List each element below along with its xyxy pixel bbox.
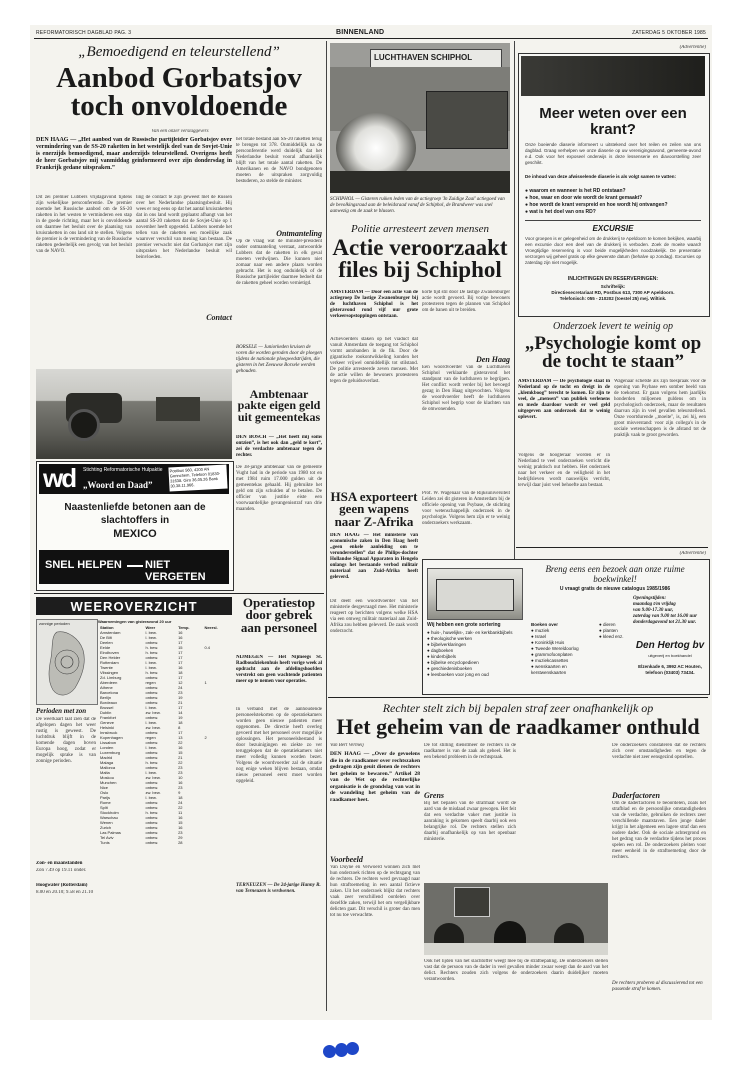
weather-cell: Eindhoven: [100, 650, 119, 655]
weather-cell: Frankfort: [100, 715, 117, 720]
tractor-photo: [36, 369, 232, 459]
weather-cell: 17: [178, 650, 183, 655]
weather-cell: onbew.: [145, 800, 159, 805]
weather-map-icon: [39, 628, 95, 702]
weather-cell: 23: [178, 765, 183, 770]
gorbatsjov-sub-ontmanteling: Ontmanteling: [276, 229, 322, 238]
weather-cell: l. bew.: [145, 770, 157, 775]
raadkamer-byline: Van Bert Vermeij: [330, 743, 364, 748]
weather-cell: l. bew.: [145, 630, 157, 635]
schiphol-col3: Een woordvoerder van de Luchthaven Schiphol verklaarde gisteravond het standpunt van de luchthaven te begrijpen. Het conflict wordt verder bij het bevoegd gezag in Den Haag uitgevochten. Volgens de woordvoerder heeft de luchthaven Schiphol wel begrip voor de klachten van de omwonenden.: [422, 365, 510, 412]
raadkamer-col3a: De onderzoekers constateren dat de rechters zich over omstandigheden en tegen de verdachte niet zeer eensgezind opstellen.: [612, 743, 706, 760]
boekhandel-kicker: Breng eens een bezoek aan onze ruime boekwinkel!: [545, 564, 685, 584]
weather-cell: onbew.: [145, 695, 159, 700]
weather-cell: zw. bew.: [145, 710, 161, 715]
weather-cell: 13: [178, 735, 183, 740]
weather-cell: Zurich: [100, 825, 112, 830]
weather-cell: 15: [178, 750, 183, 755]
boekhandel-item: ● Tweede Wereldoorlog: [531, 646, 579, 651]
weather-cell: onbew.: [145, 640, 159, 645]
hsa-body: Dit deelt een woordvoerder van het ministerie desgevraagd mee. Het ministerie reageert op berichten volgens welke HSA via een omweg militair materiaal aan Zuid-Afrika zou hebben geleverd. De zaak wordt onderzocht.: [330, 599, 418, 634]
krant-ad-contact-line: Directiesecretariaat RD, Postbus 613, 7300 AP Apeldoorn.: [551, 290, 675, 295]
gorbatsjov-col3: het totale bestand aan SS-20 raketten terug te brengen tot 378. Onmiddellijk na de persconferentie werd duidelijk dat het Nederlandse besluit vooral afhankelijk blijft van het totale aantal raketten. De Amerikanen en de NAVO bondgenoten moeten de uitspraken zorgvuldig bestuderen, zo stelde de minister.: [236, 137, 322, 184]
weather-cell: 15: [178, 645, 183, 650]
krant-ad-banner: [521, 56, 705, 96]
scan-mark-dot: [323, 1045, 336, 1058]
weather-cell: Rome: [100, 800, 111, 805]
weather-cell: 17: [178, 640, 183, 645]
weather-cell: 10: [178, 775, 183, 780]
krant-ad-contact: [525, 284, 701, 302]
pakte-lead: DEN BOSCH — „Het heeft mij soms ontzien”, is het ook dan „geld te kort”, zei de verdachte ambtenaar tegen de rechter.: [236, 435, 322, 458]
weather-cell: Brussel: [100, 705, 114, 710]
weather-cell: Luxemburg: [100, 750, 121, 755]
weather-cell: onbew.: [145, 805, 159, 810]
weather-cell: 0.4: [204, 645, 210, 650]
boekhandel-col3: [599, 622, 633, 640]
weather-cell: Amsterdam: [100, 630, 121, 635]
ad-line3: MEXICO: [113, 528, 157, 540]
raadkamer-rule: [328, 697, 708, 698]
weather-cell: 16: [178, 825, 183, 830]
woord-en-daad-ad: [36, 461, 234, 591]
weather-cell: 16: [178, 745, 183, 750]
boekhandel-col2: [531, 622, 597, 676]
gorbatsjov-col2: ling de contact te zijn geweest met de Russen over het Nederlandse plaatsingsbesluit. Hij wees er nog eens op dat het aantal kruisraketten dat in ons land wordt geplaatst afhangt van het aantal SS-20 raketten dat de Sovjet-Unie op 1 november heeft opgesteld. Lubbers noemde het tellen van de raketten een moeilijke zaak waarover verschil van mening kan bestaan. De premier verwacht niet dat Gorbatsjov met zijn uitspraken het Nederlandse besluit wil beinvloeden.: [136, 195, 232, 260]
weather-cell: zw. bew.: [145, 725, 161, 730]
weather-cell: 8: [178, 725, 181, 730]
weather-row: [98, 840, 232, 845]
weather-cell: 28: [178, 840, 183, 845]
weather-cell: Oslo: [100, 790, 109, 795]
schiphol-sub-den-haag: Den Haag: [476, 355, 510, 364]
ad-slogan-right: NIET VERGETEN: [145, 559, 206, 583]
section-rule-right: [516, 547, 708, 548]
weather-cell: Malta: [100, 770, 110, 775]
courtroom-table: [424, 943, 608, 955]
weather-cell: 16: [178, 815, 183, 820]
weather-cell: onbew.: [145, 690, 159, 695]
weather-cell: 15: [178, 820, 183, 825]
boekhandel-item: ● bijbelverklaringen: [427, 642, 466, 647]
weather-cell: Kopenhagen: [100, 735, 123, 740]
ad-slogan-left: SNEL HELPEN: [45, 559, 122, 571]
weather-cell: Las Palmas: [100, 830, 121, 835]
raadkamer-sub-daderfactoren: Daderfactoren: [612, 791, 660, 800]
weather-cell: onbew.: [145, 750, 159, 755]
gorbatsjov-headline: Aanbod Gorbatsjov toch onvoldoende: [56, 62, 302, 122]
weather-cell: 2: [204, 735, 207, 740]
boekhandel-brand-sub: uitgeverij en boekhandel: [648, 653, 692, 658]
page-header-date: ZATERDAG 5 OKTOBER 1985: [632, 30, 706, 36]
weather-cell: onbew.: [145, 820, 159, 825]
weather-map-label: zonnige perioden: [39, 621, 70, 626]
perioden-title: Perioden met zon: [36, 707, 87, 715]
ad-slogan-dash: [127, 565, 143, 567]
boekhandel-item: ● dagboeken: [427, 648, 454, 653]
boekhandel-hours-line: donderdagavond tot 21.30 uur.: [633, 620, 697, 625]
krant-ad-label: (Advertentie): [679, 45, 706, 50]
schiphol-sign: LUCHTHAVEN SCHIPHOL: [374, 53, 473, 62]
weather-cell: De Bilt: [100, 635, 112, 640]
boekhandel-address: Elzenkade 6, 3992 AC Houten, telefoon (03403) 73434.: [638, 664, 702, 675]
weather-cell: Vlissingen: [100, 670, 119, 675]
weather-cell: onbew.: [145, 715, 159, 720]
boekhandel-hours-line: maandag t/m vrijdag: [633, 602, 676, 607]
boekhandel-col1: [427, 630, 527, 678]
weather-cell: l. bew.: [145, 635, 157, 640]
schiphol-headline: Actie veroorzaakt files bij Schiphol: [332, 235, 508, 282]
gorbatsjov-col4: Op de vraag wat de minister-president onder ontmanteling verstaat, antwoordde Lubbers dat de raketten in elk geval moeten verdwijnen. Die kunnen niet zomaar naar een andere plaats worden gebracht. Het is nog onduidelijk of de Russische partijleider daarmee bedoelt dat de raketten geheel worden vernietigd.: [236, 239, 322, 286]
weather-cell: 23: [178, 830, 183, 835]
schiphol-kicker: Politie arresteert zeven mensen: [351, 223, 489, 235]
ad-postbus: Postbus 560, 4200 AN Gorinchem. Telefoon 01830-31638. Giro 36.05.26 Bank 30.38.11.966.: [168, 464, 227, 491]
boekhandel-ad: [422, 559, 710, 695]
boekhandel-item: ● wenskaarten en kerstwenskaarten: [531, 664, 567, 675]
weather-cell: 22: [178, 760, 183, 765]
weather-table-body: [98, 630, 232, 845]
boekhandel-item: ● grammofoonplaten: [531, 652, 573, 657]
column-rule-1: [326, 41, 327, 1011]
weather-cell: Athene: [100, 685, 113, 690]
boekhandel-col2-title: Boeken over: [531, 622, 559, 627]
weather-cell: onbew.: [145, 830, 159, 835]
boekhandel-hours-title: Openingstijden:: [633, 596, 667, 601]
weather-cell: onbew.: [145, 765, 159, 770]
weather-cell: l. bew.: [145, 745, 157, 750]
operatie-lead: NIJMEGEN — Het Nijmeegs St. Radboudziekenhuis heeft vorige week al opdracht aan de afdelingshoofden verstrekt om geen wachtende patienten meer op te nemen voor operaties.: [236, 655, 322, 684]
weather-cell: onbew.: [145, 780, 159, 785]
boekhandel-brand: Den Hertog bv: [635, 640, 705, 651]
operatie-body: In verband met de aanhoudende personeelstekorten op de operatiekamers worden geen nieuwe patienten meer opgenomen. De directie heeft overleg gevoerd met het personeel over mogelijke oplossingen. Het personeelsbestand is door bezuinigingen en ziekte zo ver teruggelopen dat de operatiekamers niet meer volledig kunnen worden bezet. Volgens de woordvoerder zal de situatie nog enige weken blijven bestaan, omdat nieuw personeel eerst moet worden opgeleid.: [236, 707, 322, 784]
weather-table: [98, 625, 232, 845]
psychologie-col1: Volgens de hoogleraar worden er in Nederland te veel onderzoeken verricht die weinig praktisch nut hebben. Het onderzoek naar het verkeer en de veiligheid in het bedrijfsleven wordt nauwelijks verricht, terwijl daar juist veel behoefte aan bestaat.: [518, 453, 610, 488]
hsa-body-2: Prof. W. Wagenaar van de Rijksuniversiteit Leiden zei dit gisteren in Amsterdam bij de officiele opening van Psybase, de stichting voor wetenschappelijk onderzoek in de psychologie. Volgens hem zijn er te weinig onderzoekers werkzaam.: [422, 491, 510, 526]
weather-cell: 16: [178, 780, 183, 785]
weather-cell: 19: [178, 715, 183, 720]
weather-cell: onbew.: [145, 655, 159, 660]
weather-cell: Rotterdam: [100, 660, 119, 665]
psychologie-kicker: Onderzoek levert te weinig op: [553, 321, 673, 332]
weather-cell: l. bew.: [145, 795, 157, 800]
krant-ad-contact-title: INLICHTINGEN EN RESERVERINGEN:: [567, 276, 659, 282]
weather-cell: Bordeaux: [100, 700, 118, 705]
weather-cell: onbew.: [145, 740, 159, 745]
weather-cell: Nice: [100, 785, 109, 790]
weather-cell: 18: [178, 720, 183, 725]
pakte-headline: Ambtenaar pakte eigen geld uit gemeentekas: [237, 387, 321, 424]
psychologie-headline: „Psychologie komt op de tocht te staan”: [524, 333, 702, 373]
weather-cell: onbew.: [145, 840, 159, 845]
krant-ad-bullet: ● wat is het doel van ons RD?: [525, 209, 596, 215]
weather-cell: zw. bew.: [145, 775, 161, 780]
weather-cell: Moskou: [100, 775, 115, 780]
weather-cell: 17: [178, 655, 183, 660]
schiphol-photo: [330, 43, 510, 193]
weather-cell: 21: [178, 755, 183, 760]
weather-cell: 17: [178, 660, 183, 665]
weather-cell: 18: [178, 795, 183, 800]
borsele-caption: BORSELE — Juniorkeden kruisen de voren die worden geroden door de ploegen tijdens de nationale ploegwedstrijden, die gisteren in het Zeeuwse Borsele werden gehouden.: [236, 345, 322, 374]
weather-cell: h. bew.: [145, 650, 159, 655]
weather-cell: Tel Aviv: [100, 835, 114, 840]
krant-ad-title: Meer weten over een krant?: [539, 105, 687, 138]
krant-ad-bullets: [525, 188, 701, 216]
weather-title: WEEROVERZICHT: [70, 599, 198, 614]
tractor-shape-2: [156, 397, 200, 421]
weather-cell: Parijs: [100, 795, 111, 800]
krant-ad-list-intro: De inhoud van deze afwisselende diaserie is als volgt samen te vatten:: [525, 174, 677, 179]
schiphol-caption: SCHIPHOL — Gisteren ruiken leden van de actiegroep 'In Zuidige Zaal' actiegoed van de bevolkingsraad aan de beleidsraad vanaf de Schiphol, de Brandweer was snel aanwezig om de zaak te blussen.: [330, 197, 505, 214]
boekhandel-item: ● geschiedenisboeken: [427, 666, 473, 671]
weather-cell: Dublin: [100, 710, 112, 715]
weather-cell: Tunis: [100, 840, 110, 845]
boekhandel-intro: Wij hebben een grote sortering: [427, 622, 501, 628]
operatie-headline: Operatiestop door gebrek aan personeel: [240, 595, 318, 635]
gorbatsjov-kicker: „Bemoedigend en teleurstellend”: [78, 44, 280, 60]
krant-ad-contact-line: Schriftelijk:: [600, 284, 626, 289]
weather-cell: 11: [178, 810, 183, 815]
weather-cell: h. bew.: [145, 670, 159, 675]
weather-cell: Mallorca: [100, 765, 116, 770]
weather-cell: Innsbruck: [100, 730, 118, 735]
raadkamer-col1: Van Duyne en Verwoerd wonnen zich met hun onderzoek richten op de rechtsgang van de rechters. De rechters werd gevraagd naar hun straftoemeting in een aantal fictieve zaken. Uit het onderzoek blijkt dat rechters vaak zeer verschillend oordelen over dezelfde zaken, terwijl het om vergelijkbare delicten gaat. Dit verschil is groter dan men tot nu toe verwachtte.: [330, 865, 420, 918]
weather-cell: Den Helder: [100, 655, 121, 660]
scan-mark-dot: [346, 1042, 359, 1055]
weather-cell: Zd. Limburg: [100, 675, 122, 680]
boekhandel-item: ● Koninklijk Huis: [531, 640, 565, 645]
krant-ad: [518, 53, 710, 317]
boekhandel-item: ● kinderbijbels: [427, 654, 456, 659]
weather-cell: onbew.: [145, 700, 159, 705]
weather-cell: 17: [178, 705, 183, 710]
raadkamer-kicker: Rechter stelt zich bij bepalen straf zeer onafhankelijk op: [382, 701, 654, 715]
hoogwater-title: Hoogwater (Rotterdam): [36, 883, 88, 888]
courtroom-photo: [424, 883, 608, 955]
ad-line2: slachtoffers in: [100, 515, 170, 526]
boekhandel-item: ● bijbelse encyclopedieen: [427, 660, 479, 665]
raadkamer-headline: Het geheim van de raadkamer onthuld: [336, 714, 700, 739]
weather-cell: 14: [178, 710, 183, 715]
zon-text: Zon 7.49 op 19.11 onder.: [36, 868, 87, 873]
weather-cell: Geneve: [100, 720, 115, 725]
weather-cell: Twente: [100, 665, 113, 670]
weather-cell: 23: [178, 770, 183, 775]
raadkamer-col2b: Bij het bepalen van de strafmaat wordt de aard van de misdaad zwaar gewogen. Het feit dat een verdachte vaker met justitie in aanraking is gekomen speelt daarbij ook een belangrijke rol. De rechters stellen zich daarbij onafhankelijk op van het openbaar ministerie.: [424, 801, 516, 842]
weather-cell: Londen: [100, 745, 114, 750]
hsa-headline: HSA exporteert geen wapens naar Z-Afrika: [330, 489, 418, 529]
gorbatsjov-lead: DEN HAAG — „Het aanbod van de Russische partijleider Gorbatsjov over vermindering van de SS-20 raketten in het westelijk deel van de Sovjet-Unie is enerzijds bemoedigend, maar anderzijds teleurstellend. Overigens heeft de heer Gorbatsjov mij vanmiddag geinformeerd over zijn dondersdag in Frankrijk gedane uitspraken.”: [36, 137, 232, 171]
zon-title: Zon- en maanstanden: [36, 861, 83, 866]
boekhandel-item: ● muziek: [531, 628, 550, 633]
boekhandel-hours-line: zaterdag van 9.00 tot 16.00 uur: [633, 614, 698, 619]
raadkamer-sub-grens: Grens: [424, 791, 445, 800]
raadkamer-col2c: Ook het lijden van het slachtoffer weegt mee bij de strafbepaling. De onderzoekers stellen vast dat de persoon van de dader in veel gevallen minder zwaar weegt dan de aard van het delict. Rechters zouden zich volgens de onderzoekers daarin duidelijker moeten verantwoorden.: [424, 959, 608, 982]
weather-cell: h. bew.: [145, 810, 159, 815]
weather-cell: Malaga: [100, 760, 114, 765]
weather-cell: Lissabon: [100, 740, 117, 745]
weather-cell: Barcelona: [100, 690, 119, 695]
weather-cell: 16: [178, 665, 183, 670]
raadkamer-caption: De rechters proberen al discussierend tot een passende straf te komen.: [612, 981, 703, 992]
weather-cell: 12: [178, 680, 183, 685]
raadkamer-col2a: De tot stilling dienstmeer de rechters in de raadkamer is van de zaak als geheel. Het is een bekend probleem in de rechtspraak.: [424, 743, 516, 760]
weather-col-neerslag: Neersl.: [204, 625, 218, 630]
krant-ad-excursie-text: Voor groepen is er gelegenheid om de drukkerij te Apeldoorn te komen bekijken, waarbij een excursie door een deel van de drukkerij is verboden. Zoek de moeite waard! Vroegtijdige reservering is voor beide mogelijkheden noodzakelijk. De presentatie verzorgen wij geheel gratis op elke gewenste datum (behalve op zondag). Excursies op zaterdag zijn niet mogelijk.: [525, 236, 701, 265]
boekhandel-item: ● muziekcassettes: [531, 658, 569, 663]
weather-cell: onbew.: [145, 825, 159, 830]
krant-ad-intro: Onze boeiende diaserie informeert u uitstekend over het reilen en zeilen van ons dagblad. Graag verhelpen we onze diaserie op uw verenigingsavond, gemeente-avond e.d. Ook voor het exposeel onderwijs is deze lessenserie en diavoorstelling zeer geschikt.: [525, 142, 701, 165]
ad-org-small: Stichting Reformatorische Hulpaktie: [83, 467, 163, 473]
psychologie-lead: AMSTERDAM — De psychologie staat in Nederland op de tocht en dreigt in de „klemkboog” terecht te komen. Er zijn te veel, de „mensen” van publiek verlenens en mede daardoor wordt er veel geld uitgegeven aan onderzoek dat te weinig oplevert.: [518, 379, 610, 420]
terneuzen-caption: TERNEUZEN — De 24-jarige Hanny R. van Terneuzen is verdwenen.: [236, 883, 321, 894]
gorbatsjov-col1: Dit zei premier Lubbers vrijdagavond tijdens zijn wekelijkse persconferentie. De premier noemde het Russische aanbod om de SS-20 raketten in het westen te verminderen een stap in de goede richting, maar het is onvoldoende om daarmee het besluit over de plaatsing van kruisraketten in ons land uit te stellen. Volgens de premier is de vermindering van de Russische raketten gedeeltelijk een gevolg van het besluit van de NAVO.: [36, 195, 132, 254]
boekhandel-item: ● theologische werken: [427, 636, 472, 641]
weather-cell: 16: [178, 635, 183, 640]
weather-col-weer: Weer: [145, 625, 156, 630]
weather-cell: Stockholm: [100, 810, 119, 815]
store-drawing: [427, 568, 523, 620]
page-header-left: REFORMATORISCH DAGBLAD PAG. 3: [36, 30, 132, 36]
weather-cell: onbew.: [145, 675, 159, 680]
perioden-text: De weerkaart laat zien dat de afgelopen dagen het weer rustig is geweest. De luchtdruk blijft in de komende dagen boven Europa hoog, zodat er mogelijk sprake is van zonnige perioden.: [36, 717, 96, 764]
raadkamer-lead: DEN HAAG — „Over de gevoelens die in de raadkamer over rechtszaken gedragen zijn geuit dienen de rechters het geheim te bewaren.” Artikel 28 van de Wet op de rechterlijke organisatie is de grondslag van wat in de wandeling het geheim van de raadkamer heet.: [330, 751, 420, 803]
weather-cell: Deelen: [100, 640, 113, 645]
hoogwater-text: 8.00 en 20.10; 9.58 en 21.10: [36, 890, 94, 895]
weather-cell: Berlijn: [100, 695, 112, 700]
weather-cell: zw. bew.: [145, 790, 161, 795]
weather-cell: l. bew.: [145, 660, 157, 665]
weather-cell: l. bew.: [145, 665, 157, 670]
weather-cell: onbew.: [145, 755, 159, 760]
weather-col-station: Station: [100, 625, 114, 630]
weather-cell: h. bew.: [145, 760, 159, 765]
weather-cell: onbew.: [145, 730, 159, 735]
raadkamer-col3b: Om de daderfactoren te beoordelen, zoals het strafblad en de persoonlijke omstandigheden van de verdachte, gebruiken de rechters zeer verschillende maatstaven. Een jonge dader krijgt in het algemeen een lagere straf dan een oudere dader. Ook de sociale achtergrond en het gedrag van de verdachte tijdens het proces spelen een rol. De onderzoekers pleiten voor meer eenheid in de straftoemeting door de rechters.: [612, 801, 706, 860]
weather-cell: onbew.: [145, 785, 159, 790]
ad-line1: Naastenliefde betonen aan de: [64, 502, 206, 513]
weather-cell: Aberdeen: [100, 680, 118, 685]
boekhandel-item: ● leesboeken voor jong en oud: [427, 672, 489, 677]
boekhandel-item: ● Israel: [531, 634, 546, 639]
weather-cell: [202, 840, 232, 845]
road: [330, 171, 510, 193]
section-rule-left: [34, 593, 324, 594]
weather-cell: 21: [178, 700, 183, 705]
weather-cell: 22: [178, 740, 183, 745]
bus-shape: [426, 91, 508, 149]
store-building: [436, 579, 514, 611]
weather-cell: h. bew.: [145, 645, 159, 650]
gorbatsjov-sub-contact: Contact: [206, 313, 232, 322]
krant-ad-bullet: ● hoe wordt de krant verspreid en hoe wordt hij ontvangen?: [525, 202, 668, 208]
pakte-body: De 38-jarige ambtenaar van de gemeente Vught had in de periode van 1980 tot en met 1984 ruim 17.000 gulden uit de gemeentekas gehaald. Hij gebruikte het geld om zijn schulden af te betalen. De officier van justitie eiste een voorwaardelijke gevangenisstraf van drie maanden.: [236, 465, 322, 512]
weather-cell: 18: [178, 670, 183, 675]
weather-cell: 22: [178, 805, 183, 810]
boekhandel-item: ● dieren: [599, 622, 616, 627]
weather-cell: regen: [145, 680, 156, 685]
weather-cell: Helsinki: [100, 725, 115, 730]
gorbatsjov-byline: Van een onzer verslaggevers: [151, 129, 209, 134]
schiphol-col1: Actievoerders staken op het viaduct dat vanuit Amsterdam de toegang tot Schiphol vormt autobanden in de fik. Door de gigantische rookontwikkeling konden het verkeer vrijwel onmiddellijk tot stilstand. De politie arresteerde zeven mensen. Met de actie willen de bewoners protesteren tegen de geluidsoverlast.: [330, 337, 418, 384]
weather-cell: 9: [178, 790, 181, 795]
weather-cell: l. bew.: [145, 705, 157, 710]
ad-org-name: „Woord en Daad”: [83, 480, 153, 490]
weather-map: [36, 619, 98, 705]
weather-cell: onbew.: [145, 815, 159, 820]
raadkamer-sub-voorbeeld: Voorbeeld: [330, 855, 363, 864]
krant-ad-bullet: ● hoe, waar en door wie wordt de krant gemaakt?: [525, 195, 643, 201]
boekhandel-catalog: U vraagt gratis de nieuwe catalogus 1985/1986: [559, 586, 671, 592]
weather-cell: onbew.: [145, 835, 159, 840]
krant-ad-bullet: ● waarom en wanneer is het RD ontstaan?: [525, 188, 626, 194]
weather-cell: Eelde: [100, 645, 111, 650]
psychologie-col2: Wagenaar schetste als zijn toespraak voor de opening van Psybase een somber beeld van de toekomst. Er gaan volgens hem jaarlijks honderden miljoenen guldens om in psychologisch onderzoek, maar de resultaten daarvan zijn in veel gevallen teleurstellend. Onze voortdurende ,,moeite'', is, zei hij, een groot misverstand: voor zijn collega's in de sociale wetenschappen is de afstand tot de praktijk vaak te groot geworden.: [614, 379, 706, 438]
weather-col-temp: Temp.: [178, 625, 190, 630]
page-header-section: BINNENLAND: [336, 29, 385, 36]
weather-cell: Munchen: [100, 780, 117, 785]
weather-cell: Split: [100, 805, 108, 810]
weather-cell: 24: [178, 685, 183, 690]
weather-cell: Madrid: [100, 755, 113, 760]
weather-cell: 29: [178, 835, 183, 840]
weather-cell: Warschau: [100, 815, 118, 820]
boekhandel-hours-line: van 9.00-17.30 uur,: [633, 608, 674, 613]
krant-ad-rule: [525, 220, 701, 221]
weather-cell: 23: [178, 690, 183, 695]
weather-cell: onbew.: [145, 685, 159, 690]
weather-cell: 17: [178, 730, 183, 735]
courtroom-frame: [454, 887, 490, 917]
krant-ad-contact-line: Telefonisch: 055 - 210202 (toestel 25) mej. Wiltink.: [559, 296, 667, 301]
weather-cell: 19: [178, 695, 183, 700]
boekhandel-item: ● huis-, huwelijks-, zak- en kerkbankbijbels: [427, 630, 513, 635]
boekhandel-item: ● kleed enz.: [599, 634, 624, 639]
woord-en-daad-logo: wd: [43, 463, 76, 493]
weather-cell: 23: [178, 785, 183, 790]
krant-ad-excursie-title: EXCURSIE: [592, 224, 634, 233]
tractor-wheel: [68, 409, 100, 441]
weather-cell: l. bew.: [145, 720, 157, 725]
schiphol-lead: AMSTERDAM — Door een actie van de actiegroep De lastige Zwanenburger bij de luchthaven Schiphol is het gisteravond rond vijf uur grote verkeersopstoppingen ontstaan.: [330, 290, 418, 319]
boekhandel-item: ● planten: [599, 628, 618, 633]
boekhandel-hours: [633, 596, 705, 626]
dentoog-ad-label: (Advertentie): [679, 551, 706, 556]
header-rule: [34, 38, 708, 39]
weather-cell: 17: [178, 675, 183, 680]
weather-cell: 24: [178, 800, 183, 805]
newspaper-page: [30, 25, 712, 1020]
weather-cell: 1: [204, 680, 207, 685]
hsa-lead: DEN HAAG — Het ministerie van economische zaken in Den Haag heeft „geen enkele aanleiding om te veronderstellen” dat de Philips-dochter Hollandse Signaal Apparaten in Hengelo onlangs het bestaande verbod militair materiaal aan Zuid-Afrika heeft geleverd.: [330, 533, 418, 580]
schiphol-col2: korte tijd stil door De lastige Zwanenburger actie wordt gevoerd. Bij vorige bewoners protesteren tegen de plannen van Schiphol om de banen uit te breiden.: [422, 290, 510, 313]
weather-cell: Wenen: [100, 820, 113, 825]
weather-cell: 16: [178, 630, 183, 635]
weather-table-title: Waarnemingen van gisteravond 20 uur: [98, 619, 172, 624]
weather-cell: regen: [145, 735, 156, 740]
